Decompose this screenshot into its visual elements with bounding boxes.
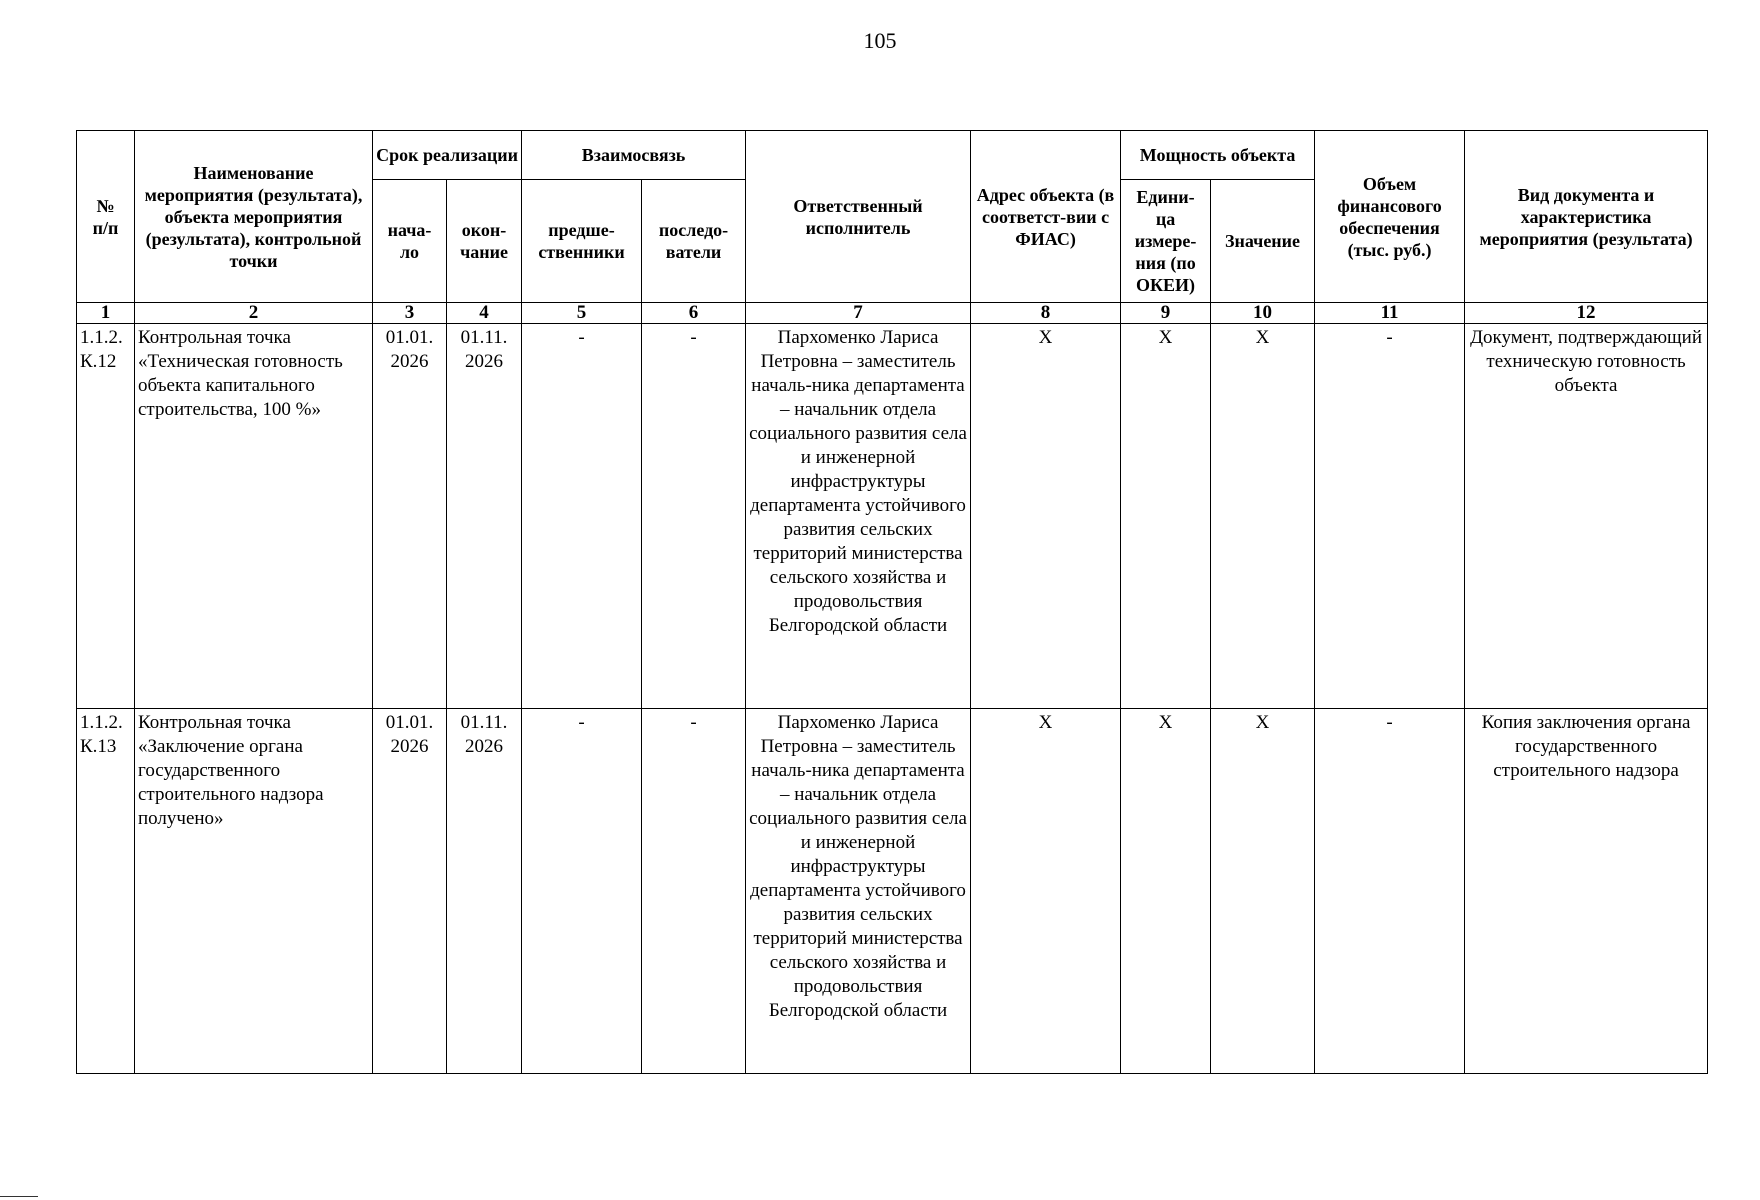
row-prev: -	[522, 324, 642, 709]
row-name: Контрольная точка «Техническая готовность объекта капитального строительства, 100 %»	[135, 324, 373, 709]
header-link-next: последо- ватели	[642, 180, 746, 303]
row-responsible: Пархоменко Лариса Петровна – заместитель началь-ника департамента – начальник отдела социального развития села и инженерной инфраструктуры департамента устойчивого развития сельских территорий министерства сельского хозяйства и продовольствия Белгородской области	[746, 709, 971, 1074]
page-number: 105	[863, 28, 897, 53]
row-name: Контрольная точка «Заключение органа государственного строительного надзора получено»	[135, 709, 373, 1074]
row-end: 01.11. 2026	[447, 324, 522, 709]
col-number: 11	[1315, 303, 1465, 324]
header-doc-type: Вид документа и характеристика мероприятия (результата)	[1465, 131, 1708, 303]
header-unit: Едини- ца измере- ния (по ОКЕИ)	[1121, 180, 1211, 303]
row-end: 01.11. 2026	[447, 709, 522, 1074]
col-number: 1	[77, 303, 135, 324]
col-number: 12	[1465, 303, 1708, 324]
header-num: № п/п	[77, 131, 135, 303]
header-term-start: нача- ло	[373, 180, 447, 303]
row-value: Х	[1211, 324, 1315, 709]
row-num: 1.1.2. К.12	[77, 324, 135, 709]
row-unit: Х	[1121, 324, 1211, 709]
table-row	[77, 709, 1708, 1074]
row-next: -	[642, 324, 746, 709]
col-number: 2	[135, 303, 373, 324]
header-link: Взаимосвязь	[522, 131, 746, 180]
row-finance: -	[1315, 324, 1465, 709]
col-number: 3	[373, 303, 447, 324]
header-row-1	[77, 131, 1708, 180]
header-value: Значение	[1211, 180, 1315, 303]
column-numbers-row	[77, 303, 1708, 324]
col-number: 9	[1121, 303, 1211, 324]
row-start: 01.01. 2026	[373, 709, 447, 1074]
header-address: Адрес объекта (в соответст-вии с ФИАС)	[971, 131, 1121, 303]
row-num: 1.1.2. К.13	[77, 709, 135, 1074]
header-term: Срок реализации	[373, 131, 522, 180]
col-number: 6	[642, 303, 746, 324]
row-start: 01.01. 2026	[373, 324, 447, 709]
measures-table	[76, 130, 1708, 1074]
header-link-prev: предше- ственники	[522, 180, 642, 303]
header-name: Наименование мероприятия (результата), объекта мероприятия (результата), контрольной точки	[135, 131, 373, 303]
col-number: 10	[1211, 303, 1315, 324]
row-address: Х	[971, 324, 1121, 709]
col-number: 4	[447, 303, 522, 324]
row-doc: Копия заключения органа государственного строительного надзора	[1465, 709, 1708, 1074]
col-number: 5	[522, 303, 642, 324]
row-unit: Х	[1121, 709, 1211, 1074]
row-next: -	[642, 709, 746, 1074]
header-capacity: Мощность объекта	[1121, 131, 1315, 180]
scan-edge-mark	[0, 1196, 38, 1197]
header-term-end: окон- чание	[447, 180, 522, 303]
row-value: Х	[1211, 709, 1315, 1074]
row-doc: Документ, подтверждающий техническую готовность объекта	[1465, 324, 1708, 709]
row-address: Х	[971, 709, 1121, 1074]
table-row	[77, 324, 1708, 709]
row-prev: -	[522, 709, 642, 1074]
header-finance: Объем финансового обеспечения (тыс. руб.)	[1315, 131, 1465, 303]
header-responsible: Ответственный исполнитель	[746, 131, 971, 303]
col-number: 8	[971, 303, 1121, 324]
row-finance: -	[1315, 709, 1465, 1074]
col-number: 7	[746, 303, 971, 324]
row-responsible: Пархоменко Лариса Петровна – заместитель началь-ника департамента – начальник отдела социального развития села и инженерной инфраструктуры департамента устойчивого развития сельских территорий министерства сельского хозяйства и продовольствия Белгородской области	[746, 324, 971, 709]
